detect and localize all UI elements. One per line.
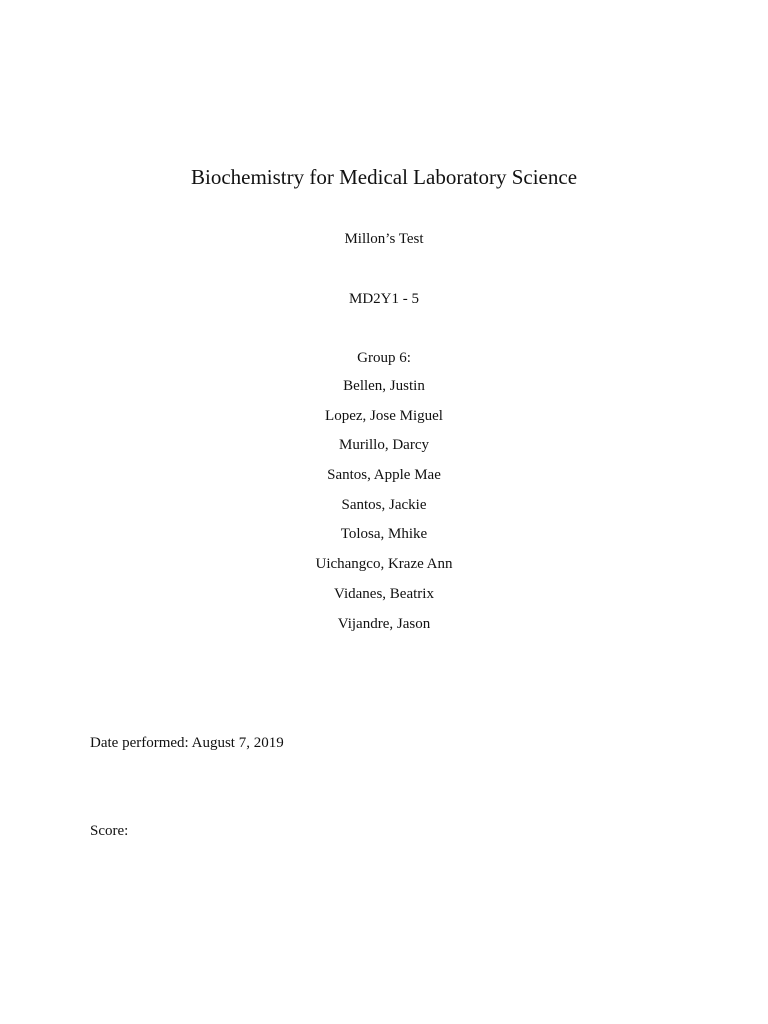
- document-title: Biochemistry for Medical Laboratory Science: [190, 165, 578, 189]
- score-label: Score:: [90, 823, 129, 839]
- group-member: Santos, Jackie: [341, 496, 427, 513]
- group-label: Group 6:: [357, 350, 411, 366]
- group-member: Tolosa, Mhike: [340, 526, 428, 543]
- group-member: Bellen, Justin: [343, 378, 425, 394]
- group-member: Lopez, Jose Miguel: [325, 407, 443, 424]
- date-performed: Date performed: August 7, 2019: [90, 735, 284, 751]
- group-member: Murillo, Darcy: [339, 437, 429, 454]
- group-member: Santos, Apple Mae: [327, 467, 441, 484]
- group-member: Uichangco, Kraze Ann: [315, 556, 453, 573]
- section-code: MD2Y1 - 5: [349, 291, 419, 307]
- group-member-list: [0, 376, 768, 643]
- experiment-name: Millon’s Test: [344, 231, 424, 247]
- group-member: Vijandre, Jason: [337, 615, 431, 632]
- group-member: Vidanes, Beatrix: [334, 585, 434, 602]
